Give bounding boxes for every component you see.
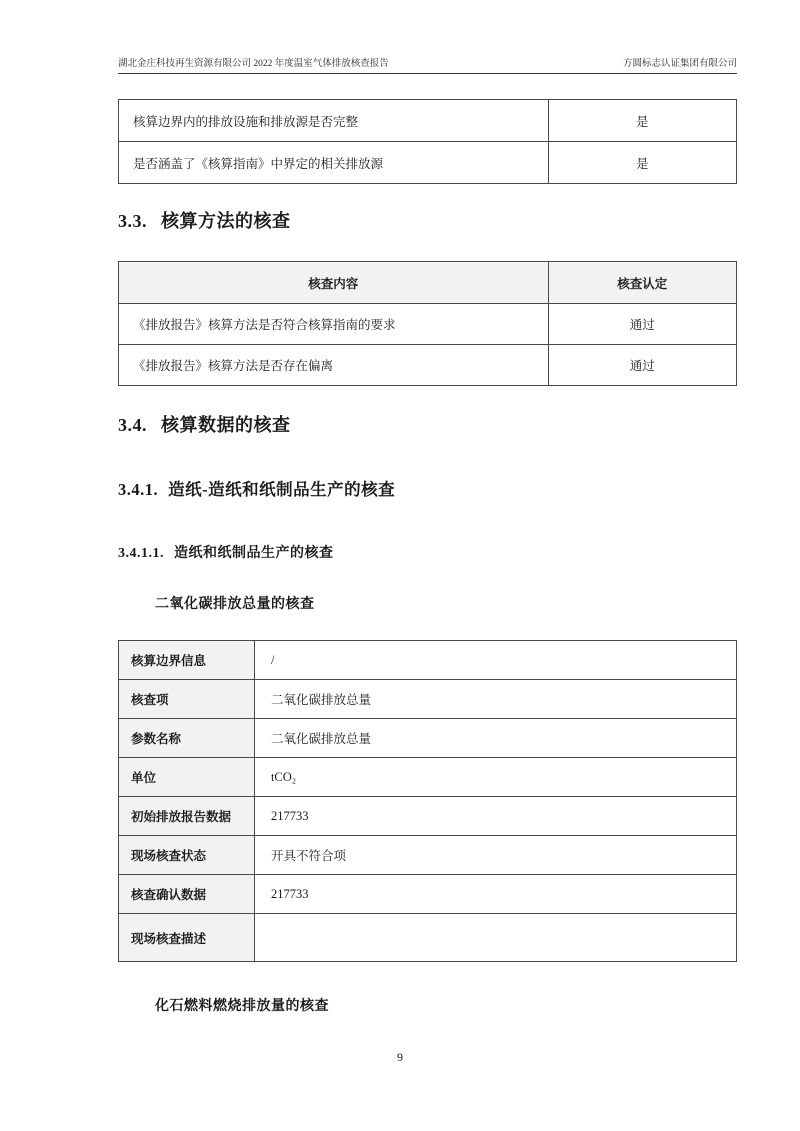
field-value: tCO₂ (254, 758, 736, 797)
co2-verification-table (118, 640, 737, 962)
field-label: 核查项 (119, 680, 255, 719)
running-header (118, 55, 737, 74)
table-row (119, 758, 737, 797)
table-row (119, 100, 737, 142)
table-row (119, 304, 737, 345)
section-number: 3.4.1. (118, 480, 159, 499)
section-number: 3.3. (118, 211, 147, 231)
field-label: 单位 (119, 758, 255, 797)
section-title: 核算方法的核查 (161, 211, 291, 231)
running-header-left: 湖北金庄科技再生资源有限公司 2022 年度温室气体排放核查报告 (118, 59, 389, 69)
field-label: 核算边界信息 (119, 641, 255, 680)
boundary-question: 是否涵盖了《核算指南》中界定的相关排放源 (119, 142, 549, 184)
page-content (118, 55, 737, 1015)
field-label: 参数名称 (119, 719, 255, 758)
table-row (119, 914, 737, 962)
section-number: 3.4. (118, 415, 147, 435)
method-answer: 通过 (548, 345, 737, 386)
table-row (119, 836, 737, 875)
field-value: 二氧化碳排放总量 (254, 680, 736, 719)
method-question: 《排放报告》核算方法是否符合核算指南的要求 (119, 304, 549, 345)
field-value: 217733 (254, 875, 736, 914)
field-value: 开具不符合项 (254, 836, 736, 875)
fossil-subsection-label: 化石燃料燃烧排放量的核查 (155, 999, 329, 1014)
field-value: 二氧化碳排放总量 (254, 719, 736, 758)
table-row (119, 680, 737, 719)
boundary-question: 核算边界内的排放设施和排放源是否完整 (119, 100, 549, 142)
section-heading-3-4 (118, 411, 737, 437)
boundary-answer: 是 (548, 100, 737, 142)
field-label: 现场核查描述 (119, 914, 255, 962)
table-header-row (119, 262, 737, 304)
page-number: 9 (397, 1050, 403, 1064)
field-label: 核查确认数据 (119, 875, 255, 914)
section-number: 3.4.1.1. (118, 546, 164, 561)
table-row (119, 797, 737, 836)
section-heading-3-3 (118, 207, 737, 233)
section-title: 造纸-造纸和纸制品生产的核查 (168, 480, 396, 499)
method-question: 《排放报告》核算方法是否存在偏离 (119, 345, 549, 386)
field-value: 217733 (254, 797, 736, 836)
method-answer: 通过 (548, 304, 737, 345)
column-header-content: 核查内容 (119, 262, 549, 304)
field-label: 现场核查状态 (119, 836, 255, 875)
column-header-result: 核查认定 (548, 262, 737, 304)
field-value (254, 914, 736, 962)
method-check-table (118, 261, 737, 386)
table-row (119, 345, 737, 386)
field-value: / (254, 641, 736, 680)
co2-subsection-label: 二氧化碳排放总量的核查 (155, 597, 315, 612)
section-heading-3-4-1-1 (118, 542, 737, 562)
section-title: 核算数据的核查 (161, 415, 291, 435)
boundary-answer: 是 (548, 142, 737, 184)
boundary-check-table (118, 99, 737, 184)
table-row (119, 719, 737, 758)
table-row (119, 875, 737, 914)
field-label: 初始排放报告数据 (119, 797, 255, 836)
running-header-right: 方圆标志认证集团有限公司 (622, 59, 737, 69)
table-row (119, 142, 737, 184)
section-heading-3-4-1 (118, 476, 737, 500)
table-row (119, 641, 737, 680)
section-title: 造纸和纸制品生产的核查 (174, 546, 334, 561)
